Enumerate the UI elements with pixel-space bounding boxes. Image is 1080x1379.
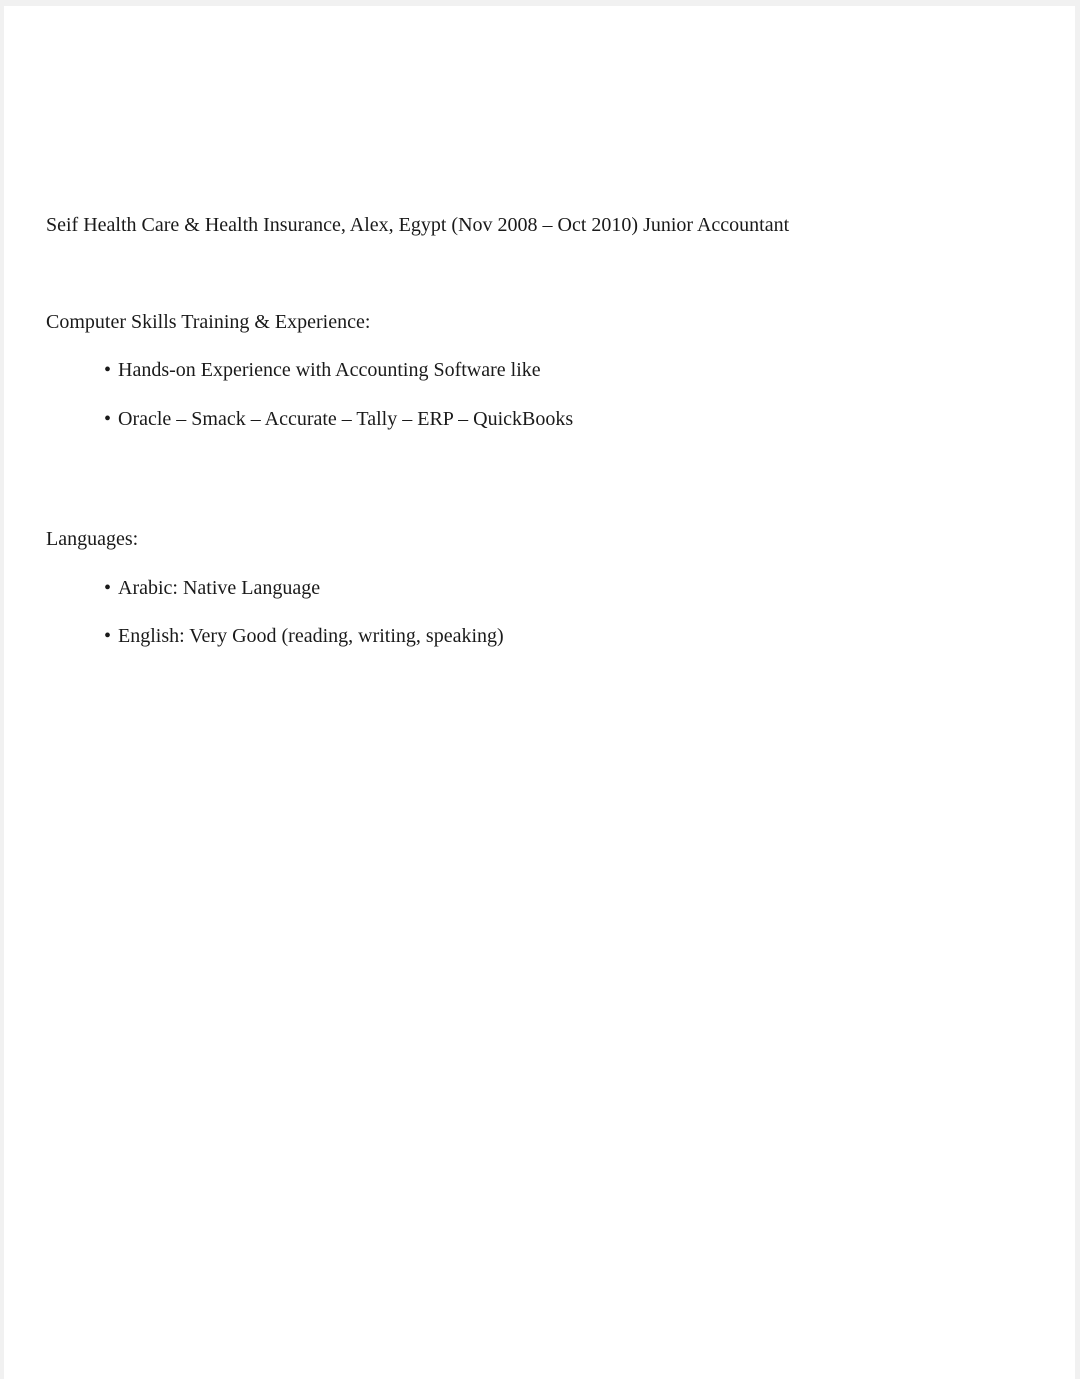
computer-skills-item-text: Hands-on Experience with Accounting Software like: [118, 359, 541, 381]
document-page: [4, 6, 1075, 1379]
language-item: [104, 624, 504, 648]
language-item-text: Arabic: Native Language: [118, 577, 321, 599]
languages-heading: Languages:: [46, 528, 139, 550]
computer-skills-heading: Computer Skills Training & Experience:: [46, 311, 371, 333]
bullet-icon: •: [104, 625, 112, 647]
language-item-text: English: Very Good (reading, writing, speaking): [118, 625, 504, 647]
bullet-icon: •: [104, 577, 112, 599]
computer-skills-item-text: Oracle – Smack – Accurate – Tally – ERP – QuickBooks: [118, 408, 574, 430]
experience-entry: Seif Health Care & Health Insurance, Alex, Egypt (Nov 2008 – Oct 2010) Junior Accountant: [46, 214, 790, 236]
computer-skills-item: [104, 358, 541, 382]
bullet-icon: •: [104, 408, 112, 430]
bullet-icon: •: [104, 359, 112, 381]
computer-skills-item: [104, 407, 573, 431]
language-item: [104, 576, 320, 600]
